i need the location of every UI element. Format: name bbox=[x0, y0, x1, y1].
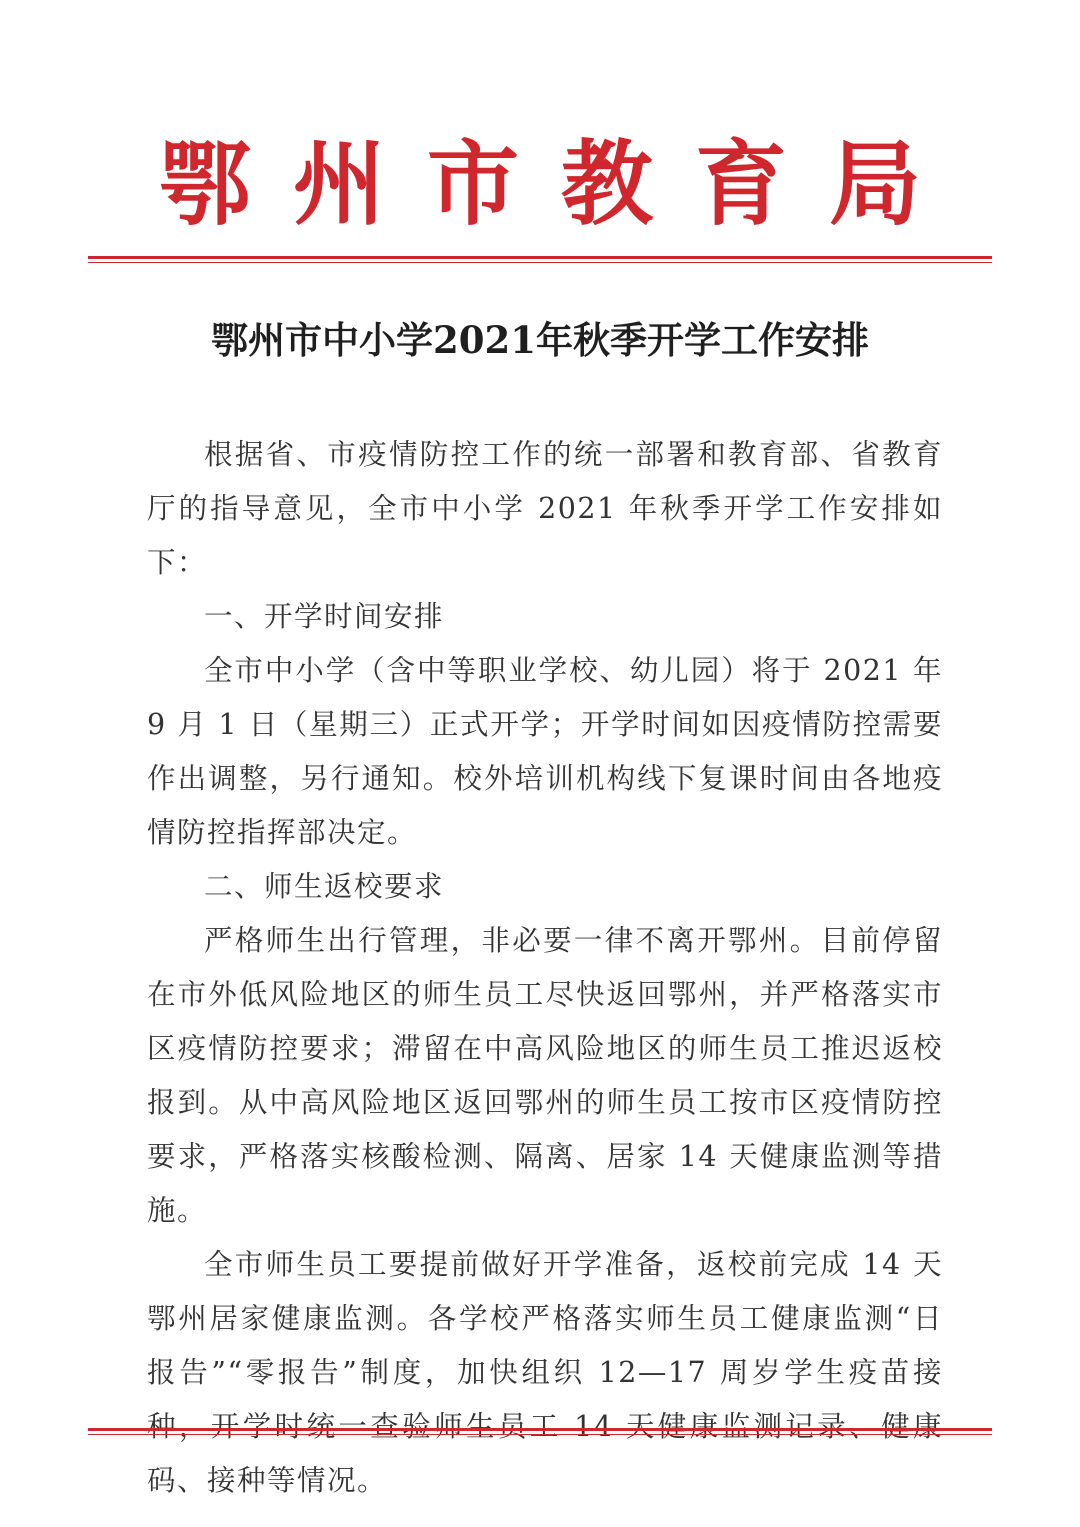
letterhead-divider-top bbox=[88, 256, 992, 263]
paragraph-health-monitoring: 全市师生员工要提前做好开学准备，返校前完成 14 天鄂州居家健康监测。各学校严格落实师生员工健康监测“日报告”“零报告”制度，加快组织 12—17 周岁学生疫苗接种，开学时统一查验师生员工 14 天健康监测记录、健康码、接种等情况。 bbox=[147, 1248, 943, 1497]
paragraph-intro: 根据省、市疫情防控工作的统一部署和教育部、省教育厅的指导意见，全市中小学 2021 年秋季开学工作安排如下： bbox=[147, 438, 943, 579]
section-heading-2: 二、师生返校要求 bbox=[204, 870, 445, 903]
letterhead-title: 鄂州市教育局 bbox=[158, 131, 963, 238]
document-body bbox=[147, 428, 943, 1508]
paragraph-opening-time: 全市中小学（含中等职业学校、幼儿园）将于 2021 年 9 月 1 日（星期三）正式开学；开学时间如因疫情防控需要作出调整，另行通知。校外培训机构线下复课时间由各地疫情防控指挥部决定。 bbox=[147, 654, 943, 849]
section-heading-1: 一、开学时间安排 bbox=[204, 600, 445, 633]
document-title: 鄂州市中小学2021年秋季开学工作安排 bbox=[211, 318, 869, 362]
page-divider-bottom bbox=[88, 1428, 992, 1435]
paragraph-return-requirements: 严格师生出行管理，非必要一律不离开鄂州。目前停留在市外低风险地区的师生员工尽快返回鄂州，并严格落实市区疫情防控要求；滞留在中高风险地区的师生员工推迟返校报到。从中高风险地区返回鄂州的师生员工按市区疫情防控要求，严格落实核酸检测、隔离、居家 14 天健康监测等措施。 bbox=[147, 924, 943, 1227]
